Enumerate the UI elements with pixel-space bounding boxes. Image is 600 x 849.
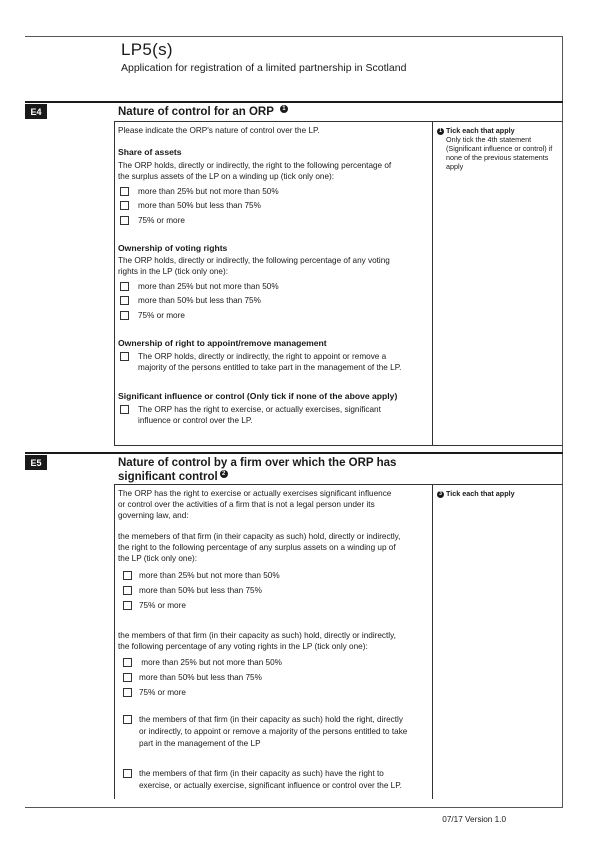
e5-voting-checkbox-2[interactable]: [123, 673, 132, 682]
e5-box-left: [114, 484, 115, 799]
e4-mgmt-heading: Ownership of right to appoint/remove management: [118, 338, 327, 348]
e5-box-divider: [432, 484, 433, 799]
e4-mgmt-checkbox[interactable]: [120, 352, 129, 361]
e5-intro-2: or control over the activities of a firm that is not a legal person under its: [118, 500, 375, 509]
e5-voting-checkbox-3[interactable]: [123, 688, 132, 697]
e4-side-line-2: (Significant influence or control) if: [446, 144, 553, 153]
e4-sig-option-2: influence or control over the LP.: [138, 416, 253, 425]
e4-sig-heading: Significant influence or control (Only tick if none of the above apply): [118, 391, 398, 401]
e4-share-option-2: more than 50% but less than 75%: [138, 201, 261, 210]
e5-title-line-2: significant control: [118, 471, 218, 483]
top-border: [25, 36, 563, 37]
e5-voting-option-1: more than 25% but not more than 50%: [139, 658, 282, 667]
e5-influence-checkbox[interactable]: [123, 769, 132, 778]
e4-box-left: [114, 121, 115, 445]
e5-assets-checkbox-3[interactable]: [123, 601, 132, 610]
e4-share-checkbox-3[interactable]: [120, 216, 129, 225]
e4-share-checkbox-1[interactable]: [120, 187, 129, 196]
form-code: LP5(s): [121, 40, 173, 59]
e4-voting-text-1: The ORP holds, directly or indirectly, the following percentage of any voting: [118, 256, 390, 265]
e5-title-line-1: Nature of control by a firm over which the ORP has: [118, 457, 397, 469]
e4-voting-heading: Ownership of voting rights: [118, 243, 228, 253]
e4-box-top: [114, 121, 563, 122]
e4-side-line-1: Only tick the 4th statement: [446, 135, 532, 144]
e5-assets-checkbox-2[interactable]: [123, 586, 132, 595]
e4-box-bottom: [114, 445, 563, 446]
e4-title: [118, 105, 288, 119]
e4-side-title: Tick each that apply: [446, 126, 515, 135]
e4-intro: Please indicate the ORP's nature of control over the LP.: [118, 126, 320, 135]
e5-tag: E5: [25, 455, 47, 470]
e4-sidenote: [437, 126, 552, 171]
e5-assets-text-3: the LP (tick only one):: [118, 554, 198, 563]
e5-assets-text-2: the right to the following percentage of any surplus assets on a winding up of: [118, 543, 396, 552]
e4-title-text: Nature of control for an ORP: [118, 106, 274, 118]
e5-appoint-option-3: part in the management of the LP: [139, 739, 261, 748]
e4-side-marker: 1: [437, 128, 444, 135]
e4-share-option-1: more than 25% but not more than 50%: [138, 187, 279, 196]
version-footer: 07/17 Version 1.0: [442, 815, 506, 824]
e5-side-marker: 3: [437, 491, 444, 498]
e4-voting-checkbox-2[interactable]: [120, 296, 129, 305]
e4-side-line-3: none of the previous statements: [446, 153, 549, 162]
e5-note-marker: 2: [220, 470, 228, 478]
e4-sig-option-1: The ORP has the right to exercise, or actually exercises, significant: [138, 405, 381, 414]
e4-sig-checkbox[interactable]: [120, 405, 129, 414]
e5-influence-option-1: the members of that firm (in their capacity as such) have the right to: [139, 769, 384, 778]
e5-title: [118, 456, 396, 484]
e4-share-option-3: 75% or more: [138, 216, 185, 225]
e4-share-text-1: The ORP holds, directly or indirectly, the right to the following percentage of: [118, 161, 392, 170]
e4-voting-text-2: rights in the LP (tick only one):: [118, 267, 228, 276]
form-title: Application for registration of a limited partnership in Scotland: [121, 62, 407, 74]
e5-appoint-option-1: the members of that firm (in their capacity as such) hold the right, directly: [139, 715, 403, 724]
e4-tag: E4: [25, 104, 47, 119]
e4-share-checkbox-2[interactable]: [120, 201, 129, 210]
e4-rule: [25, 101, 563, 103]
e4-box-divider: [432, 121, 433, 445]
e5-voting-text-2: the following percentage of any voting rights in the LP (tick only one):: [118, 642, 368, 651]
e4-share-text-2: the surplus assets of the LP on a winding up (tick only one):: [118, 172, 335, 181]
e5-voting-option-3: 75% or more: [139, 688, 186, 697]
e4-voting-checkbox-1[interactable]: [120, 282, 129, 291]
e4-share-heading: Share of assets: [118, 147, 182, 157]
e5-intro-1: The ORP has the right to exercise or actually exercises significant influence: [118, 489, 392, 498]
e5-side-title: Tick each that apply: [446, 489, 515, 498]
e5-voting-option-2: more than 50% but less than 75%: [139, 673, 262, 682]
e5-box-top: [114, 484, 563, 485]
e4-note-marker: 1: [280, 105, 288, 113]
e4-voting-option-2: more than 50% but less than 75%: [138, 296, 261, 305]
e5-intro-3: governing law, and:: [118, 511, 189, 520]
e5-assets-option-1: more than 25% but not more than 50%: [139, 571, 280, 580]
e4-voting-checkbox-3[interactable]: [120, 311, 129, 320]
e5-assets-checkbox-1[interactable]: [123, 571, 132, 580]
e4-side-line-4: apply: [446, 162, 464, 171]
e5-assets-text-1: the memebers of that firm (in their capacity as such) hold, directly or indirectly,: [118, 532, 401, 541]
e5-sidenote: [437, 489, 515, 498]
e4-voting-option-3: 75% or more: [138, 311, 185, 320]
e5-assets-option-3: 75% or more: [139, 601, 186, 610]
e5-appoint-option-2: or indirectly, to appoint or remove a majority of the persons entitled to take: [139, 727, 408, 736]
right-border: [562, 36, 563, 808]
e5-voting-checkbox-1[interactable]: [123, 658, 132, 667]
bottom-rule: [25, 807, 563, 808]
e4-mgmt-option-1: The ORP holds, directly or indirectly, the right to appoint or remove a: [138, 352, 387, 361]
e5-rule: [25, 452, 563, 454]
e5-influence-option-2: exercise, or actually exercise, significant influence or control over the LP.: [139, 781, 402, 790]
e4-voting-option-1: more than 25% but not more than 50%: [138, 282, 279, 291]
e4-mgmt-option-2: majority of the persons entitled to take part in the management of the LP.: [138, 363, 402, 372]
e5-voting-text-1: the members of that firm (in their capacity as such) hold, directly or indirectly,: [118, 631, 396, 640]
e5-assets-option-2: more than 50% but less than 75%: [139, 586, 262, 595]
e5-appoint-checkbox[interactable]: [123, 715, 132, 724]
